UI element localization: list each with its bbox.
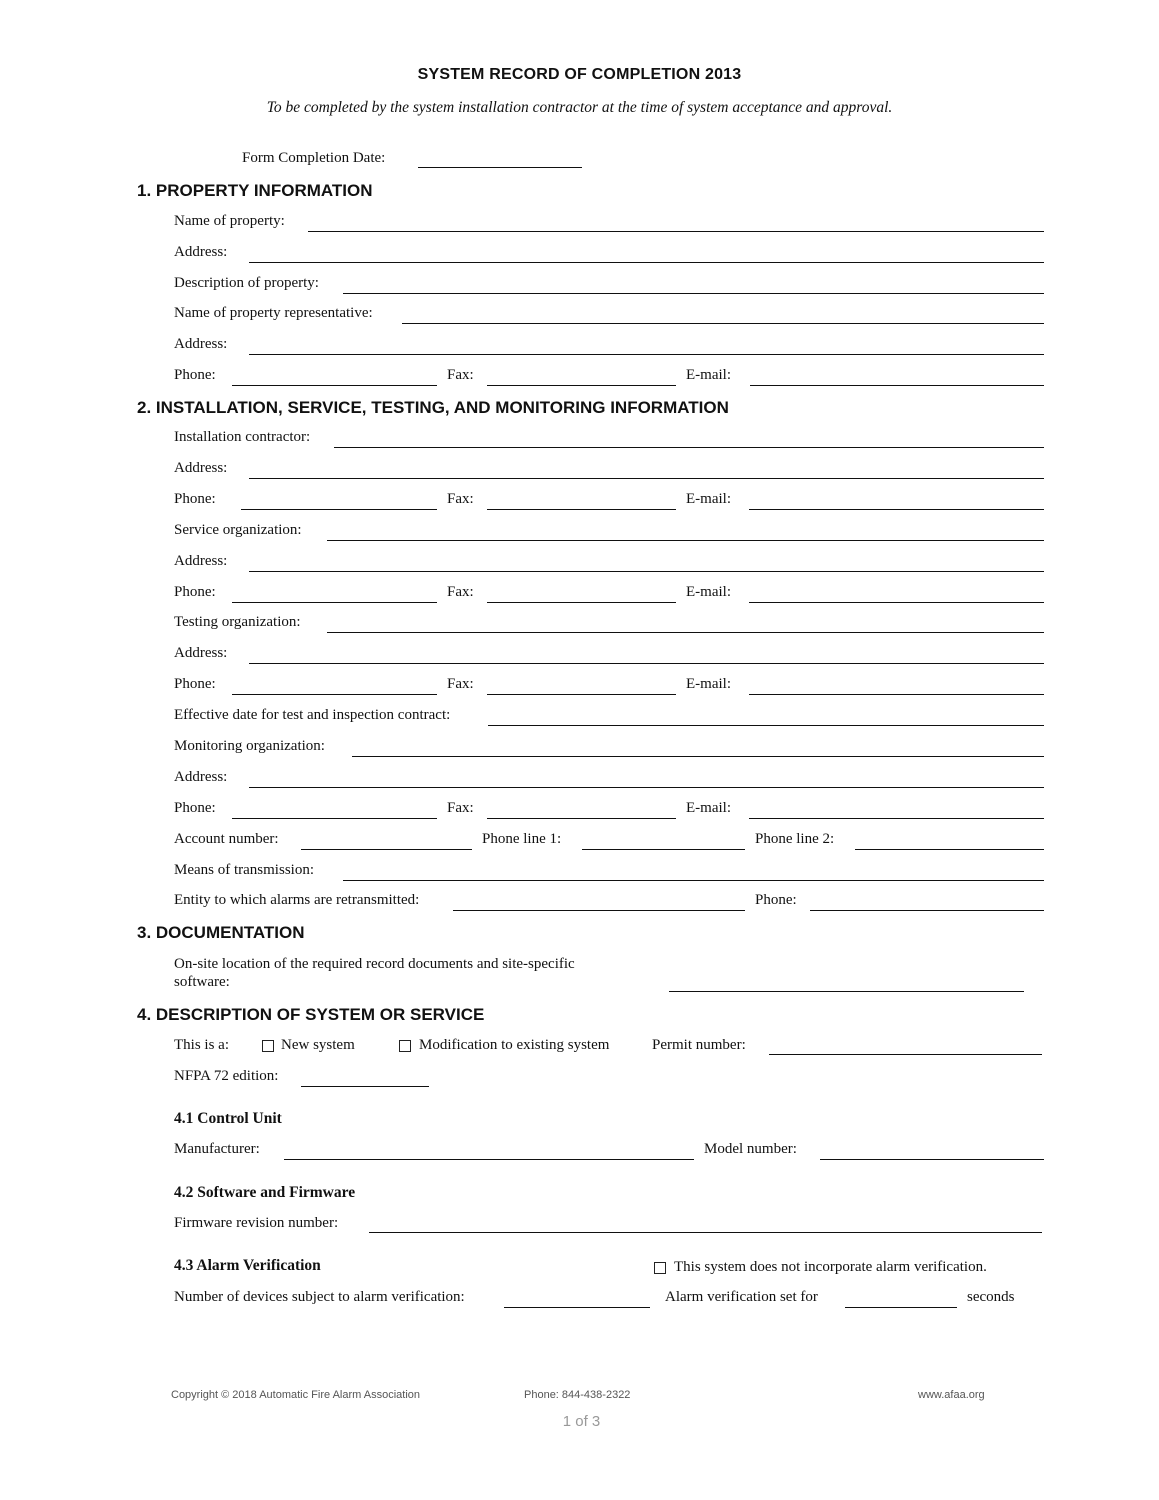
manufacturer-field[interactable] [284,1159,694,1160]
testing-phone-label: Phone: [174,676,216,692]
effective-date-field[interactable] [488,725,1044,726]
property-description-label: Description of property: [174,275,319,291]
testing-email-label: E-mail: [686,676,731,692]
form-title: SYSTEM RECORD OF COMPLETION 2013 [417,66,742,83]
documentation-location-label: On-site location of the required record documents and site-specific [174,956,575,972]
service-org-field[interactable] [327,540,1044,541]
alarm-verification-heading: 4.3 Alarm Verification [174,1257,321,1274]
property-rep-field[interactable] [402,323,1044,324]
service-email-label: E-mail: [686,584,731,600]
permit-number-field[interactable] [769,1054,1042,1055]
installer-fax-label: Fax: [447,491,474,507]
nfpa-edition-field[interactable] [301,1086,429,1087]
service-phone-field[interactable] [232,602,437,603]
service-address-label: Address: [174,553,228,569]
form-completion-date-field[interactable] [418,167,582,168]
retransmit-entity-label: Entity to which alarms are retransmitted: [174,892,420,908]
phone-line2-label: Phone line 2: [755,831,835,847]
property-name-label: Name of property: [174,213,285,229]
phone-line2-field[interactable] [855,849,1044,850]
service-email-field[interactable] [749,602,1044,603]
retransmit-phone-field[interactable] [810,910,1044,911]
no-alarm-verification-checkbox[interactable] [654,1262,666,1274]
nfpa-edition-label: NFPA 72 edition: [174,1068,279,1084]
devices-count-label: Number of devices subject to alarm verification: [174,1289,465,1305]
testing-fax-label: Fax: [447,676,474,692]
monitoring-org-field[interactable] [352,756,1044,757]
section-3-heading: 3. DOCUMENTATION [137,923,305,942]
rep-fax-field[interactable] [487,385,676,386]
account-number-field[interactable] [301,849,472,850]
documentation-location-field[interactable] [669,991,1024,992]
monitoring-org-label: Monitoring organization: [174,738,325,754]
documentation-location-label-cont: software: [174,974,230,990]
monitoring-address-field[interactable] [249,787,1044,788]
devices-count-field[interactable] [504,1307,650,1308]
monitoring-phone-label: Phone: [174,800,216,816]
monitoring-fax-field[interactable] [487,818,676,819]
seconds-label: seconds [967,1289,1015,1305]
testing-email-field[interactable] [749,694,1044,695]
modification-label: Modification to existing system [419,1037,610,1053]
rep-phone-field[interactable] [232,385,437,386]
rep-fax-label: Fax: [447,367,474,383]
software-heading: 4.2 Software and Firmware [174,1184,356,1201]
monitoring-phone-field[interactable] [232,818,437,819]
installer-address-field[interactable] [249,478,1044,479]
footer-copyright: Copyright © 2018 Automatic Fire Alarm Association [171,1389,420,1401]
no-alarm-verification-label: This system does not incorporate alarm verification. [674,1259,987,1275]
rep-email-field[interactable] [750,385,1044,386]
account-number-label: Account number: [174,831,279,847]
monitoring-email-label: E-mail: [686,800,731,816]
monitoring-fax-label: Fax: [447,800,474,816]
manufacturer-label: Manufacturer: [174,1141,260,1157]
page-number: 1 of 3 [562,1413,601,1430]
model-number-field[interactable] [820,1159,1044,1160]
testing-org-field[interactable] [327,632,1044,633]
footer-phone: Phone: 844-438-2322 [524,1389,631,1401]
monitoring-email-field[interactable] [749,818,1044,819]
monitoring-address-label: Address: [174,769,228,785]
service-fax-field[interactable] [487,602,676,603]
property-address-label: Address: [174,244,228,260]
form-subtitle: To be completed by the system installation contractor at the time of system acceptance and approval. [266,99,893,116]
rep-address-field[interactable] [249,354,1044,355]
rep-address-label: Address: [174,336,228,352]
verification-seconds-field[interactable] [845,1307,957,1308]
form-completion-date-label: Form Completion Date: [242,150,386,166]
section-2-heading: 2. INSTALLATION, SERVICE, TESTING, AND MONITORING INFORMATION [137,398,729,417]
means-of-transmission-label: Means of transmission: [174,862,314,878]
installer-address-label: Address: [174,460,228,476]
service-phone-label: Phone: [174,584,216,600]
section-1-heading: 1. PROPERTY INFORMATION [137,181,373,200]
phone-line1-field[interactable] [582,849,745,850]
modification-checkbox[interactable] [399,1040,411,1052]
rep-email-label: E-mail: [686,367,731,383]
means-of-transmission-field[interactable] [343,880,1044,881]
installer-email-field[interactable] [749,509,1044,510]
testing-address-label: Address: [174,645,228,661]
footer-website: www.afaa.org [918,1389,985,1401]
service-org-label: Service organization: [174,522,302,538]
testing-address-field[interactable] [249,663,1044,664]
testing-org-label: Testing organization: [174,614,301,630]
firmware-revision-field[interactable] [369,1232,1042,1233]
phone-line1-label: Phone line 1: [482,831,562,847]
retransmit-entity-field[interactable] [453,910,745,911]
property-name-field[interactable] [308,231,1044,232]
firmware-revision-label: Firmware revision number: [174,1215,339,1231]
property-rep-label: Name of property representative: [174,305,373,321]
testing-fax-field[interactable] [487,694,676,695]
installer-phone-label: Phone: [174,491,216,507]
property-description-field[interactable] [343,293,1044,294]
installer-fax-field[interactable] [487,509,676,510]
this-is-a-label: This is a: [174,1037,229,1053]
new-system-label: New system [281,1037,355,1053]
property-address-field[interactable] [249,262,1044,263]
rep-phone-label: Phone: [174,367,216,383]
installer-label: Installation contractor: [174,429,311,445]
service-fax-label: Fax: [447,584,474,600]
section-4-heading: 4. DESCRIPTION OF SYSTEM OR SERVICE [137,1005,485,1024]
installer-field[interactable] [334,447,1044,448]
installer-phone-field[interactable] [241,509,437,510]
service-address-field[interactable] [249,571,1044,572]
control-unit-heading: 4.1 Control Unit [174,1110,282,1127]
verification-set-label: Alarm verification set for [665,1289,818,1305]
retransmit-phone-label: Phone: [755,892,797,908]
model-number-label: Model number: [704,1141,797,1157]
effective-date-label: Effective date for test and inspection contract: [174,707,451,723]
installer-email-label: E-mail: [686,491,731,507]
testing-phone-field[interactable] [232,694,437,695]
permit-number-label: Permit number: [652,1037,746,1053]
new-system-checkbox[interactable] [262,1040,274,1052]
